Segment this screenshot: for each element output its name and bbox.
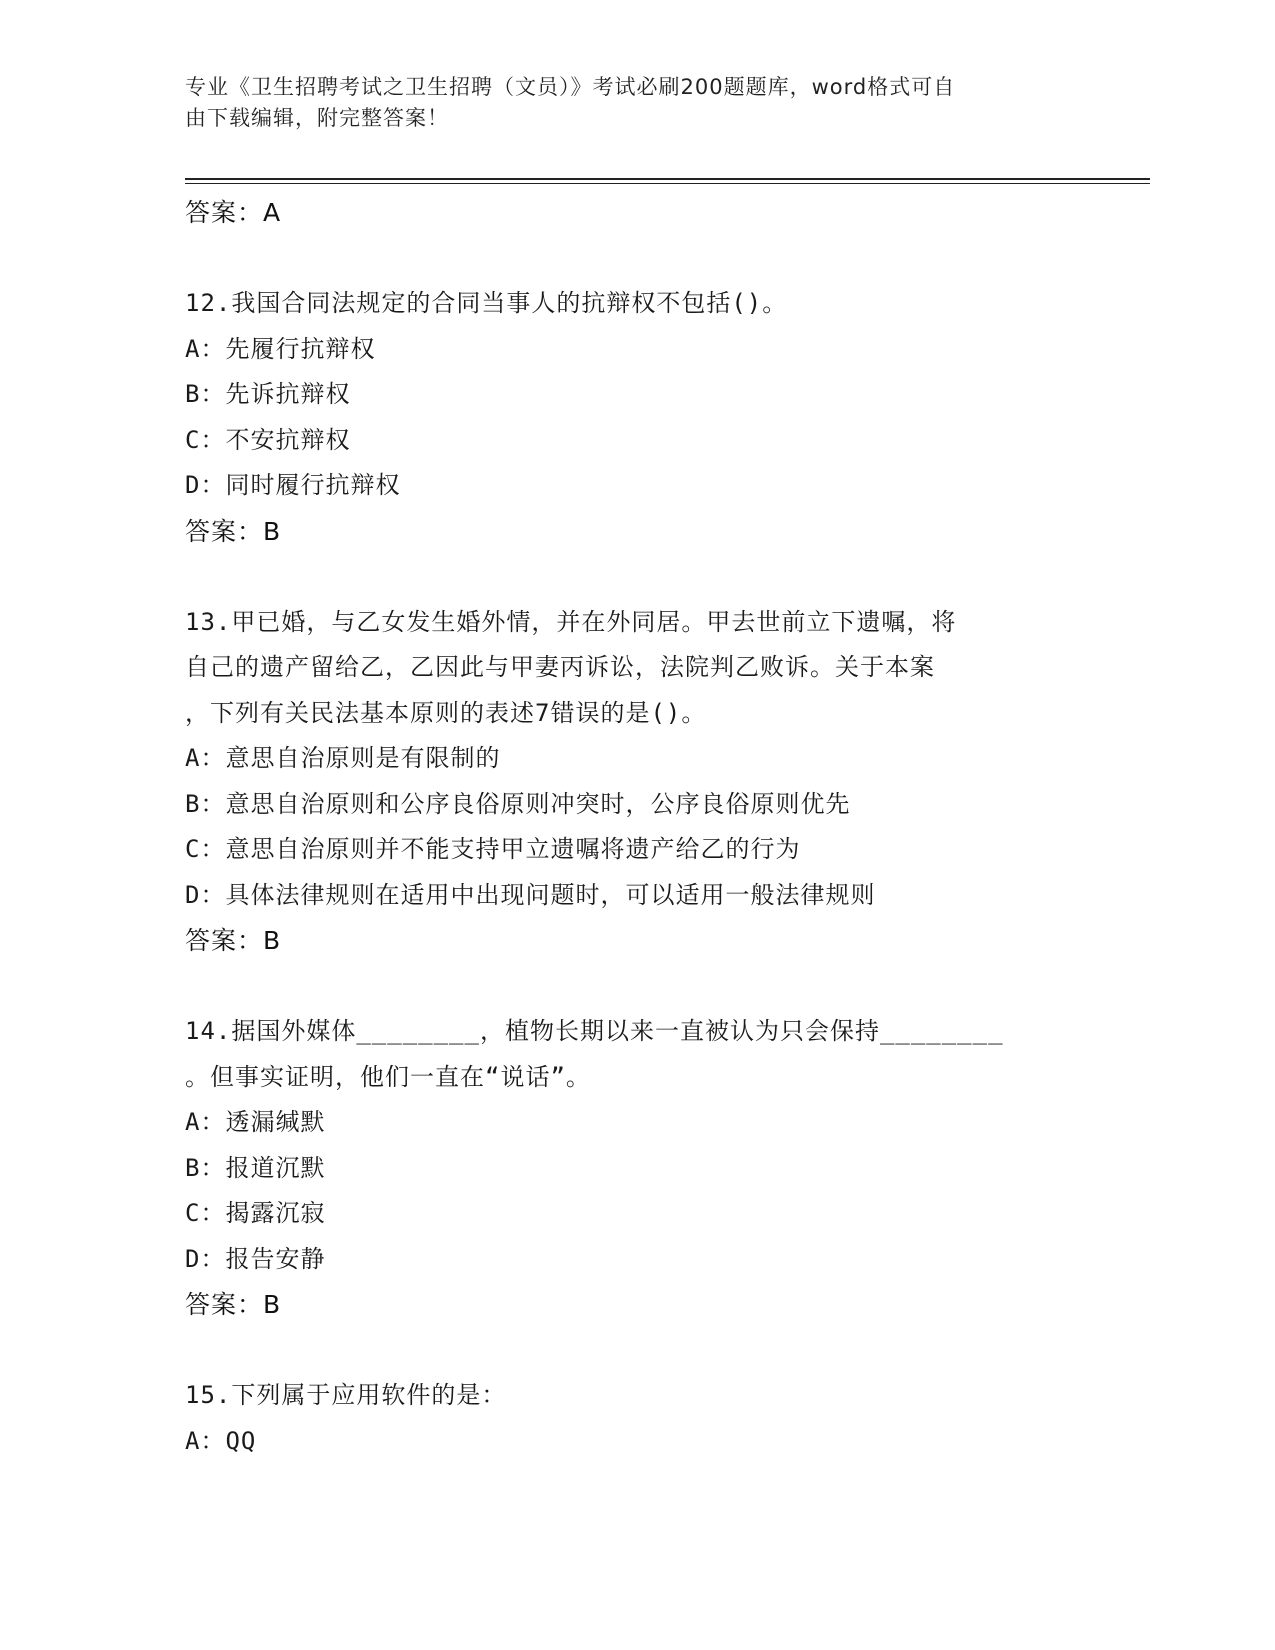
option-a: A：意思自治原则是有限制的	[185, 744, 501, 772]
question-13	[185, 600, 1125, 964]
option-d: D：具体法律规则在适用中出现问题时，可以适用一般法律规则	[185, 880, 876, 909]
option-c: C：揭露沉寂	[185, 1199, 326, 1227]
spacer	[185, 236, 1125, 282]
spacer	[185, 1328, 1125, 1374]
question-stem: 自己的遗产留给乙，乙因此与甲妻丙诉讼，法院判乙败诉。关于本案	[185, 653, 935, 681]
option-d: D：同时履行抗辩权	[185, 471, 401, 499]
option-a: A：透漏缄默	[185, 1108, 326, 1136]
question-14	[185, 1009, 1125, 1328]
option-d: D：报告安静	[185, 1244, 326, 1273]
header-divider-thin	[185, 183, 1150, 184]
option-c: C：不安抗辩权	[185, 425, 351, 454]
answer-label: 答案：A	[185, 198, 282, 227]
question-list	[185, 190, 1125, 1464]
question-stem: 13.甲已婚，与乙女发生婚外情，并在外同居。甲去世前立下遗嘱，将	[185, 607, 957, 636]
question-stem: 15.下列属于应用软件的是：	[185, 1381, 507, 1409]
question-15	[185, 1373, 1125, 1464]
option-b: B：先诉抗辩权	[185, 380, 351, 408]
option-a: A：QQ	[185, 1426, 257, 1455]
answer-label: 答案：B	[185, 1290, 282, 1319]
question-12	[185, 281, 1125, 554]
question-stem: 12.我国合同法规定的合同当事人的抗辩权不包括()。	[185, 289, 788, 317]
answer-label: 答案：B	[185, 516, 282, 546]
question-stem: 。但事实证明，他们一直在“说话”。	[185, 1062, 591, 1091]
answer-label: 答案：B	[185, 926, 282, 955]
document-header	[185, 72, 1065, 134]
header-divider	[185, 178, 1150, 180]
question-stem: 14.据国外媒体________，植物长期以来一直被认为只会保持________	[185, 1017, 1004, 1045]
header-line-2: 由下载编辑，附完整答案！	[185, 106, 449, 130]
option-c: C：意思自治原则并不能支持甲立遗嘱将遗产给乙的行为	[185, 835, 801, 863]
spacer	[185, 964, 1125, 1010]
question-stem: ，下列有关民法基本原则的表述7错误的是()。	[185, 698, 707, 727]
option-a: A：先履行抗辩权	[185, 334, 376, 363]
option-b: B：报道沉默	[185, 1153, 326, 1182]
header-line-1: 专业《卫生招聘考试之卫生招聘（文员）》考试必刷200题题库，word格式可自	[185, 75, 956, 99]
option-b: B：意思自治原则和公序良俗原则冲突时，公序良俗原则优先	[185, 789, 851, 818]
spacer	[185, 554, 1125, 600]
